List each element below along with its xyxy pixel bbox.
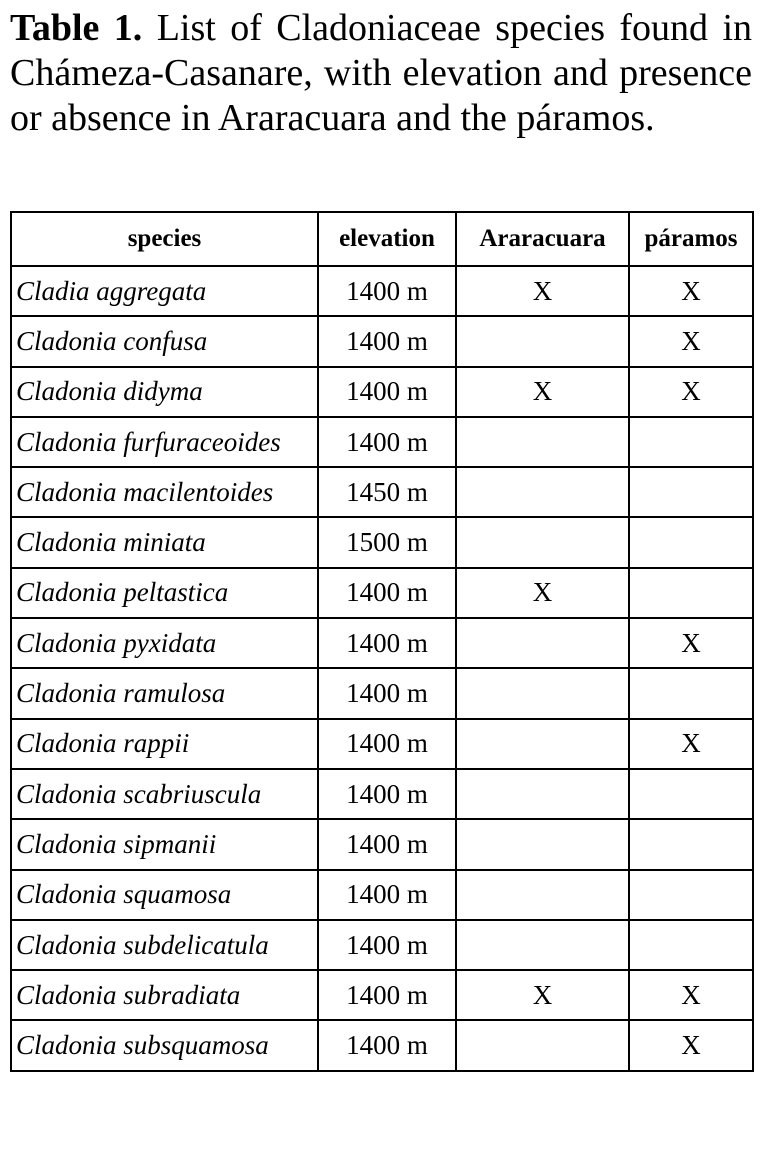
cell-elevation: 1400 m	[318, 819, 456, 869]
cell-paramos	[629, 668, 753, 718]
cell-species: Cladonia miniata	[11, 517, 318, 567]
table-row	[11, 417, 753, 467]
table-row	[11, 719, 753, 769]
cell-araracuara	[456, 618, 629, 668]
table-header-row	[11, 212, 753, 266]
cell-elevation: 1400 m	[318, 970, 456, 1020]
cell-paramos	[629, 417, 753, 467]
header-araracuara: Araracuara	[456, 212, 629, 266]
cell-paramos: X	[629, 1020, 753, 1070]
cell-elevation: 1400 m	[318, 367, 456, 417]
cell-araracuara	[456, 467, 629, 517]
cell-elevation: 1400 m	[318, 769, 456, 819]
table-row	[11, 467, 753, 517]
header-paramos: páramos	[629, 212, 753, 266]
cell-araracuara	[456, 517, 629, 567]
cell-araracuara	[456, 819, 629, 869]
caption-label: Table 1.	[10, 7, 143, 49]
cell-species: Cladonia pyxidata	[11, 618, 318, 668]
table-caption	[10, 6, 752, 141]
cell-elevation: 1400 m	[318, 870, 456, 920]
cell-species: Cladonia ramulosa	[11, 668, 318, 718]
cell-paramos: X	[629, 367, 753, 417]
table-row	[11, 266, 753, 316]
cell-elevation: 1450 m	[318, 467, 456, 517]
cell-paramos: X	[629, 970, 753, 1020]
table-row	[11, 316, 753, 366]
cell-araracuara	[456, 719, 629, 769]
cell-species: Cladonia confusa	[11, 316, 318, 366]
table-row	[11, 668, 753, 718]
cell-araracuara	[456, 417, 629, 467]
cell-species: Cladonia subdelicatula	[11, 920, 318, 970]
cell-elevation: 1400 m	[318, 568, 456, 618]
table-row	[11, 870, 753, 920]
cell-species: Cladonia sipmanii	[11, 819, 318, 869]
cell-elevation: 1400 m	[318, 417, 456, 467]
cell-elevation: 1400 m	[318, 668, 456, 718]
header-elevation: elevation	[318, 212, 456, 266]
cell-paramos: X	[629, 266, 753, 316]
cell-species: Cladonia rappii	[11, 719, 318, 769]
table-row	[11, 568, 753, 618]
cell-elevation: 1400 m	[318, 266, 456, 316]
table-row	[11, 920, 753, 970]
cell-paramos	[629, 870, 753, 920]
header-species: species	[11, 212, 318, 266]
cell-paramos: X	[629, 719, 753, 769]
cell-species: Cladonia squamosa	[11, 870, 318, 920]
table-row	[11, 517, 753, 567]
table-row	[11, 970, 753, 1020]
table-row	[11, 367, 753, 417]
cell-species: Cladonia macilentoides	[11, 467, 318, 517]
cell-araracuara	[456, 870, 629, 920]
table-row	[11, 819, 753, 869]
cell-paramos	[629, 819, 753, 869]
cell-elevation: 1400 m	[318, 316, 456, 366]
cell-species: Cladonia peltastica	[11, 568, 318, 618]
cell-species: Cladonia subradiata	[11, 970, 318, 1020]
cell-araracuara	[456, 668, 629, 718]
table-row	[11, 1020, 753, 1070]
cell-species: Cladonia didyma	[11, 367, 318, 417]
cell-paramos	[629, 769, 753, 819]
species-table	[10, 211, 754, 1072]
cell-araracuara: X	[456, 266, 629, 316]
cell-species: Cladonia subsquamosa	[11, 1020, 318, 1070]
cell-paramos	[629, 517, 753, 567]
cell-paramos: X	[629, 316, 753, 366]
cell-species: Cladonia furfuraceoides	[11, 417, 318, 467]
cell-araracuara: X	[456, 367, 629, 417]
cell-paramos	[629, 568, 753, 618]
table-body	[11, 266, 753, 1071]
cell-species: Cladonia scabriuscula	[11, 769, 318, 819]
cell-elevation: 1400 m	[318, 1020, 456, 1070]
caption-text: List of Cladoniaceae species found in Chámeza-Casanare, with elevation and presence or absence in Araracuara and the páramos.	[10, 7, 753, 139]
cell-species: Cladia aggregata	[11, 266, 318, 316]
cell-araracuara	[456, 316, 629, 366]
cell-araracuara	[456, 769, 629, 819]
cell-araracuara	[456, 920, 629, 970]
cell-elevation: 1400 m	[318, 618, 456, 668]
cell-araracuara: X	[456, 970, 629, 1020]
cell-paramos	[629, 467, 753, 517]
cell-araracuara	[456, 1020, 629, 1070]
table-row	[11, 618, 753, 668]
cell-elevation: 1400 m	[318, 719, 456, 769]
cell-paramos: X	[629, 618, 753, 668]
cell-elevation: 1500 m	[318, 517, 456, 567]
cell-araracuara: X	[456, 568, 629, 618]
table-row	[11, 769, 753, 819]
cell-paramos	[629, 920, 753, 970]
cell-elevation: 1400 m	[318, 920, 456, 970]
